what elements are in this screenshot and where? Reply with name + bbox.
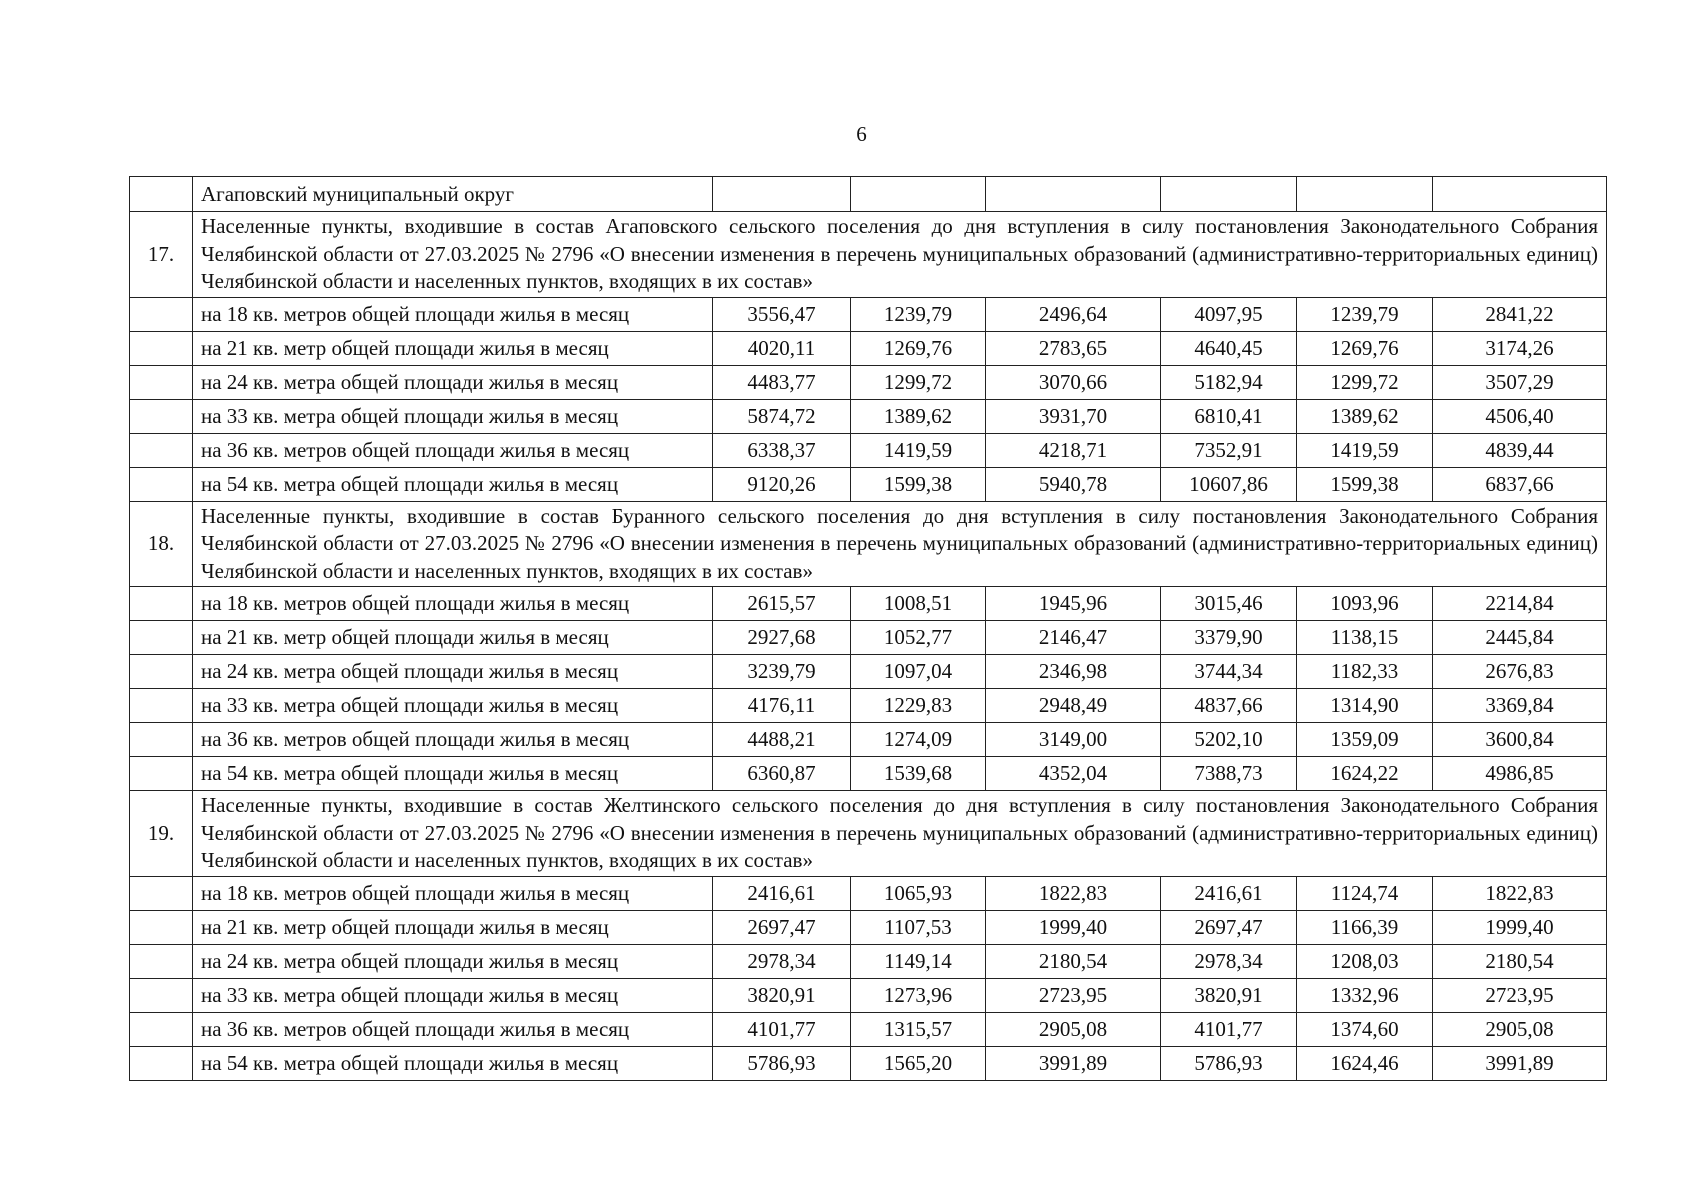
section-title: Населенные пункты, входившие в состав Агаповского сельского поселения до дня вступления в силу постановления Законодательного Собрания Челябинской области от 27.03.2025 № 2796 «О внесении изменения в перечень муниципальных образований (административно-территориальных единиц) Челябинской области и населенных пунктов, входящих в их состав»	[193, 212, 1607, 298]
row-label: на 33 кв. метра общей площади жилья в месяц	[193, 399, 713, 433]
value-cell: 3820,91	[713, 978, 851, 1012]
table-row	[130, 978, 1607, 1012]
value-cell: 3556,47	[713, 297, 851, 331]
table-row	[130, 365, 1607, 399]
index-cell	[130, 177, 193, 212]
index-cell	[130, 757, 193, 791]
value-cell: 2723,95	[986, 978, 1161, 1012]
value-cell: 2697,47	[713, 910, 851, 944]
value-cell: 1107,53	[851, 910, 986, 944]
value-cell: 2978,34	[1161, 944, 1297, 978]
value-cell: 1138,15	[1297, 621, 1433, 655]
value-cell: 2905,08	[1433, 1012, 1607, 1046]
table-row	[130, 433, 1607, 467]
value-cell: 4640,45	[1161, 331, 1297, 365]
section-header-row	[130, 501, 1607, 587]
value-cell: 7388,73	[1161, 757, 1297, 791]
value-cell: 1419,59	[851, 433, 986, 467]
index-cell	[130, 876, 193, 910]
value-cell: 3600,84	[1433, 723, 1607, 757]
section-header-row	[130, 212, 1607, 298]
value-cell: 1097,04	[851, 655, 986, 689]
value-cell: 3369,84	[1433, 689, 1607, 723]
value-cell: 4488,21	[713, 723, 851, 757]
value-cell: 1539,68	[851, 757, 986, 791]
index-cell	[130, 723, 193, 757]
value-cell: 1208,03	[1297, 944, 1433, 978]
empty-cell	[986, 177, 1161, 212]
value-cell: 1269,76	[851, 331, 986, 365]
table-row	[130, 655, 1607, 689]
value-cell: 1315,57	[851, 1012, 986, 1046]
section-header-row	[130, 791, 1607, 877]
value-cell: 3174,26	[1433, 331, 1607, 365]
value-cell: 4097,95	[1161, 297, 1297, 331]
value-cell: 2496,64	[986, 297, 1161, 331]
value-cell: 5786,93	[1161, 1046, 1297, 1080]
index-cell	[130, 433, 193, 467]
value-cell: 3991,89	[986, 1046, 1161, 1080]
value-cell: 1229,83	[851, 689, 986, 723]
value-cell: 2948,49	[986, 689, 1161, 723]
table-row	[130, 723, 1607, 757]
value-cell: 1052,77	[851, 621, 986, 655]
value-cell: 1999,40	[986, 910, 1161, 944]
row-label: на 21 кв. метр общей площади жилья в месяц	[193, 621, 713, 655]
row-label: на 33 кв. метра общей площади жилья в месяц	[193, 689, 713, 723]
value-cell: 1389,62	[1297, 399, 1433, 433]
index-cell	[130, 1046, 193, 1080]
index-cell	[130, 365, 193, 399]
value-cell: 3931,70	[986, 399, 1161, 433]
value-cell: 1239,79	[851, 297, 986, 331]
value-cell: 1822,83	[986, 876, 1161, 910]
index-cell	[130, 689, 193, 723]
index-cell	[130, 655, 193, 689]
value-cell: 3820,91	[1161, 978, 1297, 1012]
value-cell: 3379,90	[1161, 621, 1297, 655]
index-cell	[130, 399, 193, 433]
value-cell: 4101,77	[713, 1012, 851, 1046]
value-cell: 7352,91	[1161, 433, 1297, 467]
value-cell: 4483,77	[713, 365, 851, 399]
empty-cell	[713, 177, 851, 212]
value-cell: 2416,61	[713, 876, 851, 910]
row-label: на 21 кв. метр общей площади жилья в месяц	[193, 331, 713, 365]
value-cell: 3149,00	[986, 723, 1161, 757]
value-cell: 1093,96	[1297, 587, 1433, 621]
table-row	[130, 910, 1607, 944]
empty-cell	[1297, 177, 1433, 212]
value-cell: 1389,62	[851, 399, 986, 433]
row-label: на 18 кв. метров общей площади жилья в месяц	[193, 297, 713, 331]
value-cell: 2180,54	[1433, 944, 1607, 978]
table-row	[130, 297, 1607, 331]
empty-cell	[1161, 177, 1297, 212]
table-row	[130, 757, 1607, 791]
value-cell: 5786,93	[713, 1046, 851, 1080]
table-row	[130, 587, 1607, 621]
value-cell: 1149,14	[851, 944, 986, 978]
row-label: на 54 кв. метра общей площади жилья в месяц	[193, 467, 713, 501]
value-cell: 5182,94	[1161, 365, 1297, 399]
index-cell	[130, 978, 193, 1012]
row-label: на 54 кв. метра общей площади жилья в месяц	[193, 1046, 713, 1080]
section-index: 19.	[130, 791, 193, 877]
value-cell: 3015,46	[1161, 587, 1297, 621]
index-cell	[130, 467, 193, 501]
value-cell: 1359,09	[1297, 723, 1433, 757]
value-cell: 1166,39	[1297, 910, 1433, 944]
value-cell: 4218,71	[986, 433, 1161, 467]
value-cell: 1299,72	[1297, 365, 1433, 399]
table-row	[130, 621, 1607, 655]
value-cell: 1419,59	[1297, 433, 1433, 467]
index-cell	[130, 1012, 193, 1046]
value-cell: 4176,11	[713, 689, 851, 723]
value-cell: 3991,89	[1433, 1046, 1607, 1080]
table-row	[130, 689, 1607, 723]
value-cell: 6338,37	[713, 433, 851, 467]
value-cell: 6837,66	[1433, 467, 1607, 501]
value-cell: 1374,60	[1297, 1012, 1433, 1046]
row-label: на 24 кв. метра общей площади жилья в месяц	[193, 365, 713, 399]
value-cell: 4352,04	[986, 757, 1161, 791]
index-cell	[130, 331, 193, 365]
value-cell: 1314,90	[1297, 689, 1433, 723]
value-cell: 1124,74	[1297, 876, 1433, 910]
value-cell: 1599,38	[851, 467, 986, 501]
table-body	[130, 177, 1607, 1081]
value-cell: 2346,98	[986, 655, 1161, 689]
value-cell: 2416,61	[1161, 876, 1297, 910]
index-cell	[130, 944, 193, 978]
value-cell: 1624,22	[1297, 757, 1433, 791]
value-cell: 5874,72	[713, 399, 851, 433]
row-label: на 36 кв. метров общей площади жилья в месяц	[193, 1012, 713, 1046]
value-cell: 2180,54	[986, 944, 1161, 978]
row-label: на 54 кв. метра общей площади жилья в месяц	[193, 757, 713, 791]
value-cell: 5940,78	[986, 467, 1161, 501]
index-cell	[130, 587, 193, 621]
value-cell: 4986,85	[1433, 757, 1607, 791]
tariff-table	[129, 176, 1607, 1081]
value-cell: 1945,96	[986, 587, 1161, 621]
value-cell: 6360,87	[713, 757, 851, 791]
empty-cell	[851, 177, 986, 212]
value-cell: 4020,11	[713, 331, 851, 365]
value-cell: 1273,96	[851, 978, 986, 1012]
value-cell: 2978,34	[713, 944, 851, 978]
table-row	[130, 1012, 1607, 1046]
value-cell: 1008,51	[851, 587, 986, 621]
value-cell: 1624,46	[1297, 1046, 1433, 1080]
section-title: Населенные пункты, входившие в состав Желтинского сельского поселения до дня вступления в силу постановления Законодательного Собрания Челябинской области от 27.03.2025 № 2796 «О внесении изменения в перечень муниципальных образований (административно-территориальных единиц) Челябинской области и населенных пунктов, входящих в их состав»	[193, 791, 1607, 877]
table-row	[130, 1046, 1607, 1080]
index-cell	[130, 910, 193, 944]
row-label: на 36 кв. метров общей площади жилья в месяц	[193, 723, 713, 757]
value-cell: 1822,83	[1433, 876, 1607, 910]
section-index: 18.	[130, 501, 193, 587]
value-cell: 2697,47	[1161, 910, 1297, 944]
value-cell: 4101,77	[1161, 1012, 1297, 1046]
value-cell: 1299,72	[851, 365, 986, 399]
value-cell: 2927,68	[713, 621, 851, 655]
value-cell: 2214,84	[1433, 587, 1607, 621]
table-row	[130, 331, 1607, 365]
row-label: на 24 кв. метра общей площади жилья в месяц	[193, 944, 713, 978]
value-cell: 4839,44	[1433, 433, 1607, 467]
value-cell: 10607,86	[1161, 467, 1297, 501]
table-row	[130, 944, 1607, 978]
value-cell: 1332,96	[1297, 978, 1433, 1012]
section-index: 17.	[130, 212, 193, 298]
value-cell: 2723,95	[1433, 978, 1607, 1012]
value-cell: 2146,47	[986, 621, 1161, 655]
value-cell: 1182,33	[1297, 655, 1433, 689]
district-row	[130, 177, 1607, 212]
value-cell: 9120,26	[713, 467, 851, 501]
row-label: на 21 кв. метр общей площади жилья в месяц	[193, 910, 713, 944]
table-row	[130, 399, 1607, 433]
value-cell: 2676,83	[1433, 655, 1607, 689]
row-label: на 24 кв. метра общей площади жилья в месяц	[193, 655, 713, 689]
value-cell: 2841,22	[1433, 297, 1607, 331]
page-number: 6	[856, 122, 867, 146]
index-cell	[130, 621, 193, 655]
row-label: на 18 кв. метров общей площади жилья в месяц	[193, 587, 713, 621]
value-cell: 1274,09	[851, 723, 986, 757]
table-row	[130, 876, 1607, 910]
value-cell: 6810,41	[1161, 399, 1297, 433]
row-label: на 33 кв. метра общей площади жилья в месяц	[193, 978, 713, 1012]
row-label: на 36 кв. метров общей площади жилья в месяц	[193, 433, 713, 467]
value-cell: 2905,08	[986, 1012, 1161, 1046]
district-name: Агаповский муниципальный округ	[193, 177, 713, 212]
table-row	[130, 467, 1607, 501]
value-cell: 4837,66	[1161, 689, 1297, 723]
index-cell	[130, 297, 193, 331]
value-cell: 3239,79	[713, 655, 851, 689]
value-cell: 3507,29	[1433, 365, 1607, 399]
value-cell: 5202,10	[1161, 723, 1297, 757]
value-cell: 4506,40	[1433, 399, 1607, 433]
value-cell: 1269,76	[1297, 331, 1433, 365]
value-cell: 2615,57	[713, 587, 851, 621]
value-cell: 2783,65	[986, 331, 1161, 365]
row-label: на 18 кв. метров общей площади жилья в месяц	[193, 876, 713, 910]
value-cell: 1065,93	[851, 876, 986, 910]
section-title: Населенные пункты, входившие в состав Буранного сельского поселения до дня вступления в силу постановления Законодательного Собрания Челябинской области от 27.03.2025 № 2796 «О внесении изменения в перечень муниципальных образований (административно-территориальных единиц) Челябинской области и населенных пунктов, входящих в их состав»	[193, 501, 1607, 587]
value-cell: 1239,79	[1297, 297, 1433, 331]
value-cell: 1599,38	[1297, 467, 1433, 501]
value-cell: 3070,66	[986, 365, 1161, 399]
value-cell: 3744,34	[1161, 655, 1297, 689]
value-cell: 2445,84	[1433, 621, 1607, 655]
empty-cell	[1433, 177, 1607, 212]
value-cell: 1565,20	[851, 1046, 986, 1080]
value-cell: 1999,40	[1433, 910, 1607, 944]
